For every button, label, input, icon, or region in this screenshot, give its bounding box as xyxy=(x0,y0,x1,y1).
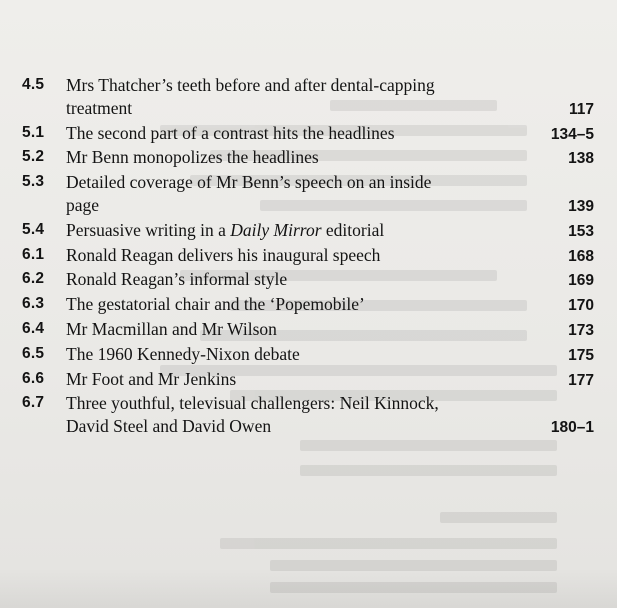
entry-number: 6.2 xyxy=(22,270,45,288)
entry-title-cont: treatment xyxy=(66,97,133,118)
list-item xyxy=(22,74,594,122)
list-item xyxy=(22,146,594,171)
entry-title: Mr Benn monopolizes the headlines xyxy=(66,147,319,168)
entry-number: 5.4 xyxy=(22,220,45,238)
entry-page: 139 xyxy=(568,197,594,215)
entry-title-part: Persuasive writing in a xyxy=(66,219,231,240)
entry-title: Detailed coverage of Mr Benn’s speech on an inside xyxy=(66,172,432,193)
entry-title: Mrs Thatcher’s teeth before and after dental-capping xyxy=(66,75,435,95)
entry-title-cont: page xyxy=(66,194,100,215)
entry-number: 5.2 xyxy=(22,148,45,166)
entry-number: 6.1 xyxy=(22,245,45,263)
entry-page: 138 xyxy=(568,150,594,168)
entry-title xyxy=(66,219,384,242)
entry-number: 5.1 xyxy=(22,123,45,141)
entry-title: Mr Macmillan and Mr Wilson xyxy=(66,318,277,339)
entry-number: 4.5 xyxy=(22,76,45,93)
entry-title: Ronald Reagan delivers his inaugural speech xyxy=(66,244,381,265)
entry-page: 180–1 xyxy=(550,419,594,437)
list-item xyxy=(22,343,594,368)
entry-title: The gestatorial chair and the ‘Popemobile’ xyxy=(66,294,365,315)
entry-page: 177 xyxy=(568,371,594,389)
illustrations-list xyxy=(22,74,594,440)
entry-number: 6.5 xyxy=(22,344,45,362)
entry-page: 168 xyxy=(568,247,594,265)
list-item xyxy=(22,368,594,393)
entry-page: 169 xyxy=(568,272,594,290)
list-item xyxy=(22,122,594,147)
list-item xyxy=(22,219,594,244)
entry-title: Mr Foot and Mr Jenkins xyxy=(66,368,237,389)
entry-title: The 1960 Kennedy-Nixon debate xyxy=(66,343,300,364)
entry-title-part: editorial xyxy=(321,219,385,240)
entry-number: 6.7 xyxy=(22,394,45,412)
entry-page: 153 xyxy=(568,222,594,240)
list-item xyxy=(22,318,594,343)
entry-title: Three youthful, televisual challengers: Neil Kinnock, xyxy=(66,393,439,414)
entry-page: 134–5 xyxy=(550,125,594,143)
publication-title: Daily Mirror xyxy=(230,219,322,240)
list-item xyxy=(22,171,594,219)
entry-title-cont: David Steel and David Owen xyxy=(66,416,272,437)
entry-title: The second part of a contrast hits the headlines xyxy=(66,122,395,143)
list-item xyxy=(22,268,594,293)
entry-page: 173 xyxy=(568,321,594,339)
entry-number: 6.6 xyxy=(22,369,45,387)
entry-page: 117 xyxy=(568,100,594,118)
list-item xyxy=(22,392,594,440)
entry-number: 6.4 xyxy=(22,319,45,337)
entry-number: 6.3 xyxy=(22,295,45,313)
entry-title: Ronald Reagan’s informal style xyxy=(66,269,288,290)
entry-number: 5.3 xyxy=(22,173,45,191)
list-item xyxy=(22,293,594,318)
entry-page: 175 xyxy=(568,346,594,364)
list-item xyxy=(22,244,594,269)
page-edge-shadow xyxy=(0,568,617,608)
entry-page: 170 xyxy=(568,297,594,315)
